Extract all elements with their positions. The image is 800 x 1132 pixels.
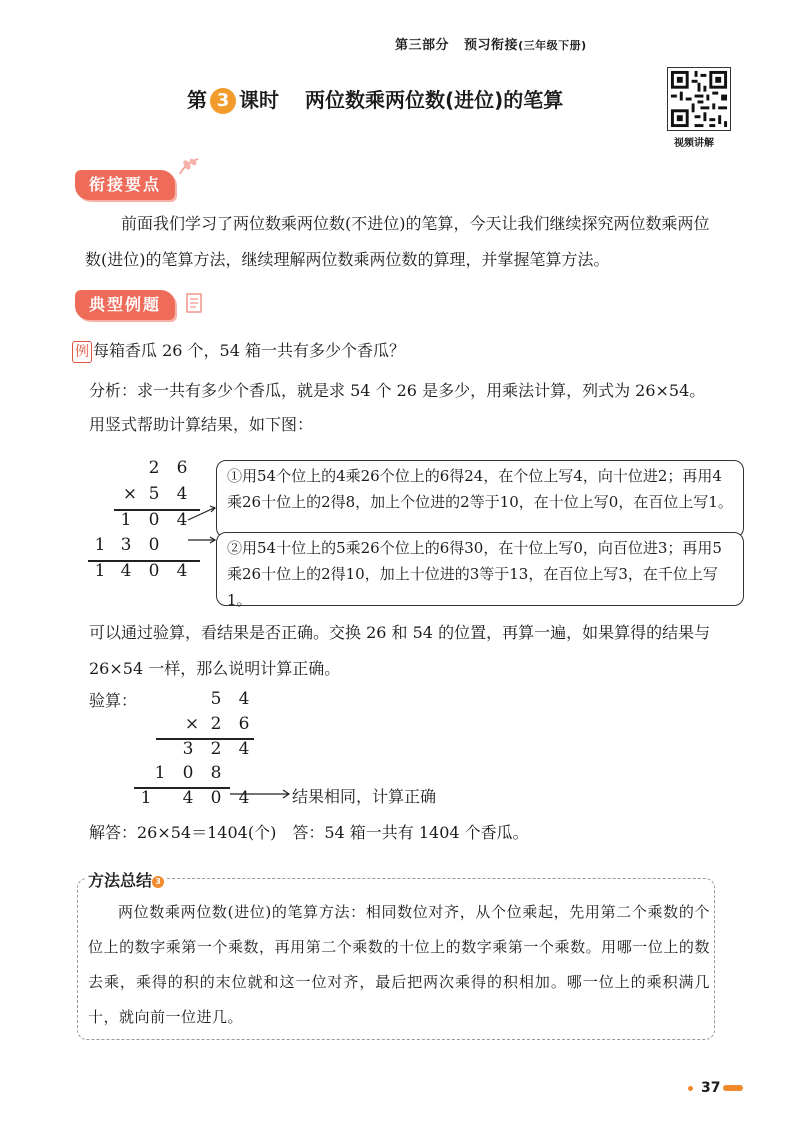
header-grade: (三年级下册) [518,39,587,52]
scroll-icon [183,290,207,318]
analysis-line-2: 用竖式帮助计算结果，如下图： [89,415,314,434]
method-badge: 3 [152,876,164,888]
multiply-sign: × [184,714,200,734]
section-label-examples: 典型例题 [89,295,162,314]
calc-digit: 0 [210,788,222,808]
calc-digit: 6 [176,458,188,478]
calc-digit: 0 [148,535,160,555]
calc-digit: 1 [154,763,166,783]
calc-digit: 1 [94,561,106,581]
page-number: 37 [701,1080,721,1096]
multiply-sign: × [122,484,138,504]
calc-digit: 3 [120,535,132,555]
qr-caption: 视频讲解 [674,138,714,149]
calc-digit: 4 [176,484,188,504]
calc-digit: 4 [182,788,194,808]
method-title [85,868,167,891]
calc-digit: 2 [210,714,222,734]
leaf-icon [178,156,200,176]
pointer-arrows [186,500,218,550]
header-section: 预习衔接 [464,38,519,53]
calc-digit: 0 [148,561,160,581]
calc-digit: 4 [238,788,250,808]
example-marker: 例 [72,341,92,363]
calc-digit: 1 [94,535,106,555]
calc-digit: 5 [210,689,222,709]
calc-digit: 4 [176,510,188,530]
calc-digit: 0 [182,763,194,783]
result-arrow [228,786,292,802]
section-banner-examples [75,290,175,320]
calc-digit: 2 [148,458,160,478]
title-main: 两位数乘两位数(进位)的笔算 [305,88,564,112]
example-question: 每箱香瓜 26 个，54 箱一共有多少个香瓜？ [93,341,405,360]
method-title-text: 方法总结 [88,871,153,890]
explanation-note-2: ②用54十位上的5乘26个位上的6得30，在十位上写0，向百位进3；再用5乘26十位上的2得10，加上十位进的3等于13，在百位上写3，在千位上写1。 [216,532,744,606]
page-bar [723,1085,743,1091]
calc-digit: 6 [238,714,250,734]
running-header [395,34,587,53]
calc-digit: 1 [140,788,152,808]
calc-digit: 0 [148,510,160,530]
calc-digit: 4 [176,561,188,581]
section-banner-connect [75,170,175,200]
explanation-note-1: ①用54个位上的4乘26个位上的6得24，在个位上写4，向十位进2；再用4乘26十位上的2得8，加上个位进的2等于10，在十位上写0，在百位上写1。 [216,460,744,538]
analysis-line-1: 分析：求一共有多少个香瓜，就是求 54 个 26 是多少，用乘法计算，列式为 26×54。 [89,381,706,400]
calc-digit: 2 [210,739,222,759]
verify-paragraph: 可以通过验算，看结果是否正确。交换 26 和 54 的位置，再算一遍，如果算得的结果与 26×54 一样，那么说明计算正确。 [89,623,711,678]
title-prefix: 第 [187,88,207,112]
qr-code-icon[interactable] [667,67,731,131]
calc-digit: 4 [238,689,250,709]
page-title [187,84,563,114]
analysis [89,374,739,442]
result-note: 结果相同，计算正确 [292,787,437,806]
calc-digit: 5 [148,484,160,504]
title-suffix: 课时 [239,88,279,112]
intro-paragraph: 前面我们学习了两位数乘两位数(不进位)的笔算，今天让我们继续探究两位数乘两位数(进位)的笔算方法，继续理解两位数乘两位数的算理，并掌握笔算方法。 [85,214,710,269]
calc-digit: 1 [120,510,132,530]
calc-digit: 4 [120,561,132,581]
calc-digit: 4 [238,739,250,759]
header-part: 第三部分 [395,38,450,53]
verify-label: 验算： [89,691,138,710]
lesson-number-badge: 3 [210,88,236,114]
answer: 解答：26×54＝1404(个) 答：54 箱一共有 1404 个香瓜。 [89,823,529,842]
page-dot [688,1086,693,1091]
calc-digit: 8 [210,763,222,783]
method-text: 两位数乘两位数(进位)的笔算方法：相同数位对齐，从个位乘起，先用第二个乘数的个位上的数字乘第一个乘数，再用第二个乘数的十位上的数字乘第一个乘数。用哪一位上的数去乘，乘得的积的末位就和这一位对齐，最后把两次乘得的积相加。哪一位上的乘积满几十，就向前一位进几。 [88,903,710,1026]
section-label-connect: 衔接要点 [89,175,162,194]
calc-digit: 3 [182,739,194,759]
